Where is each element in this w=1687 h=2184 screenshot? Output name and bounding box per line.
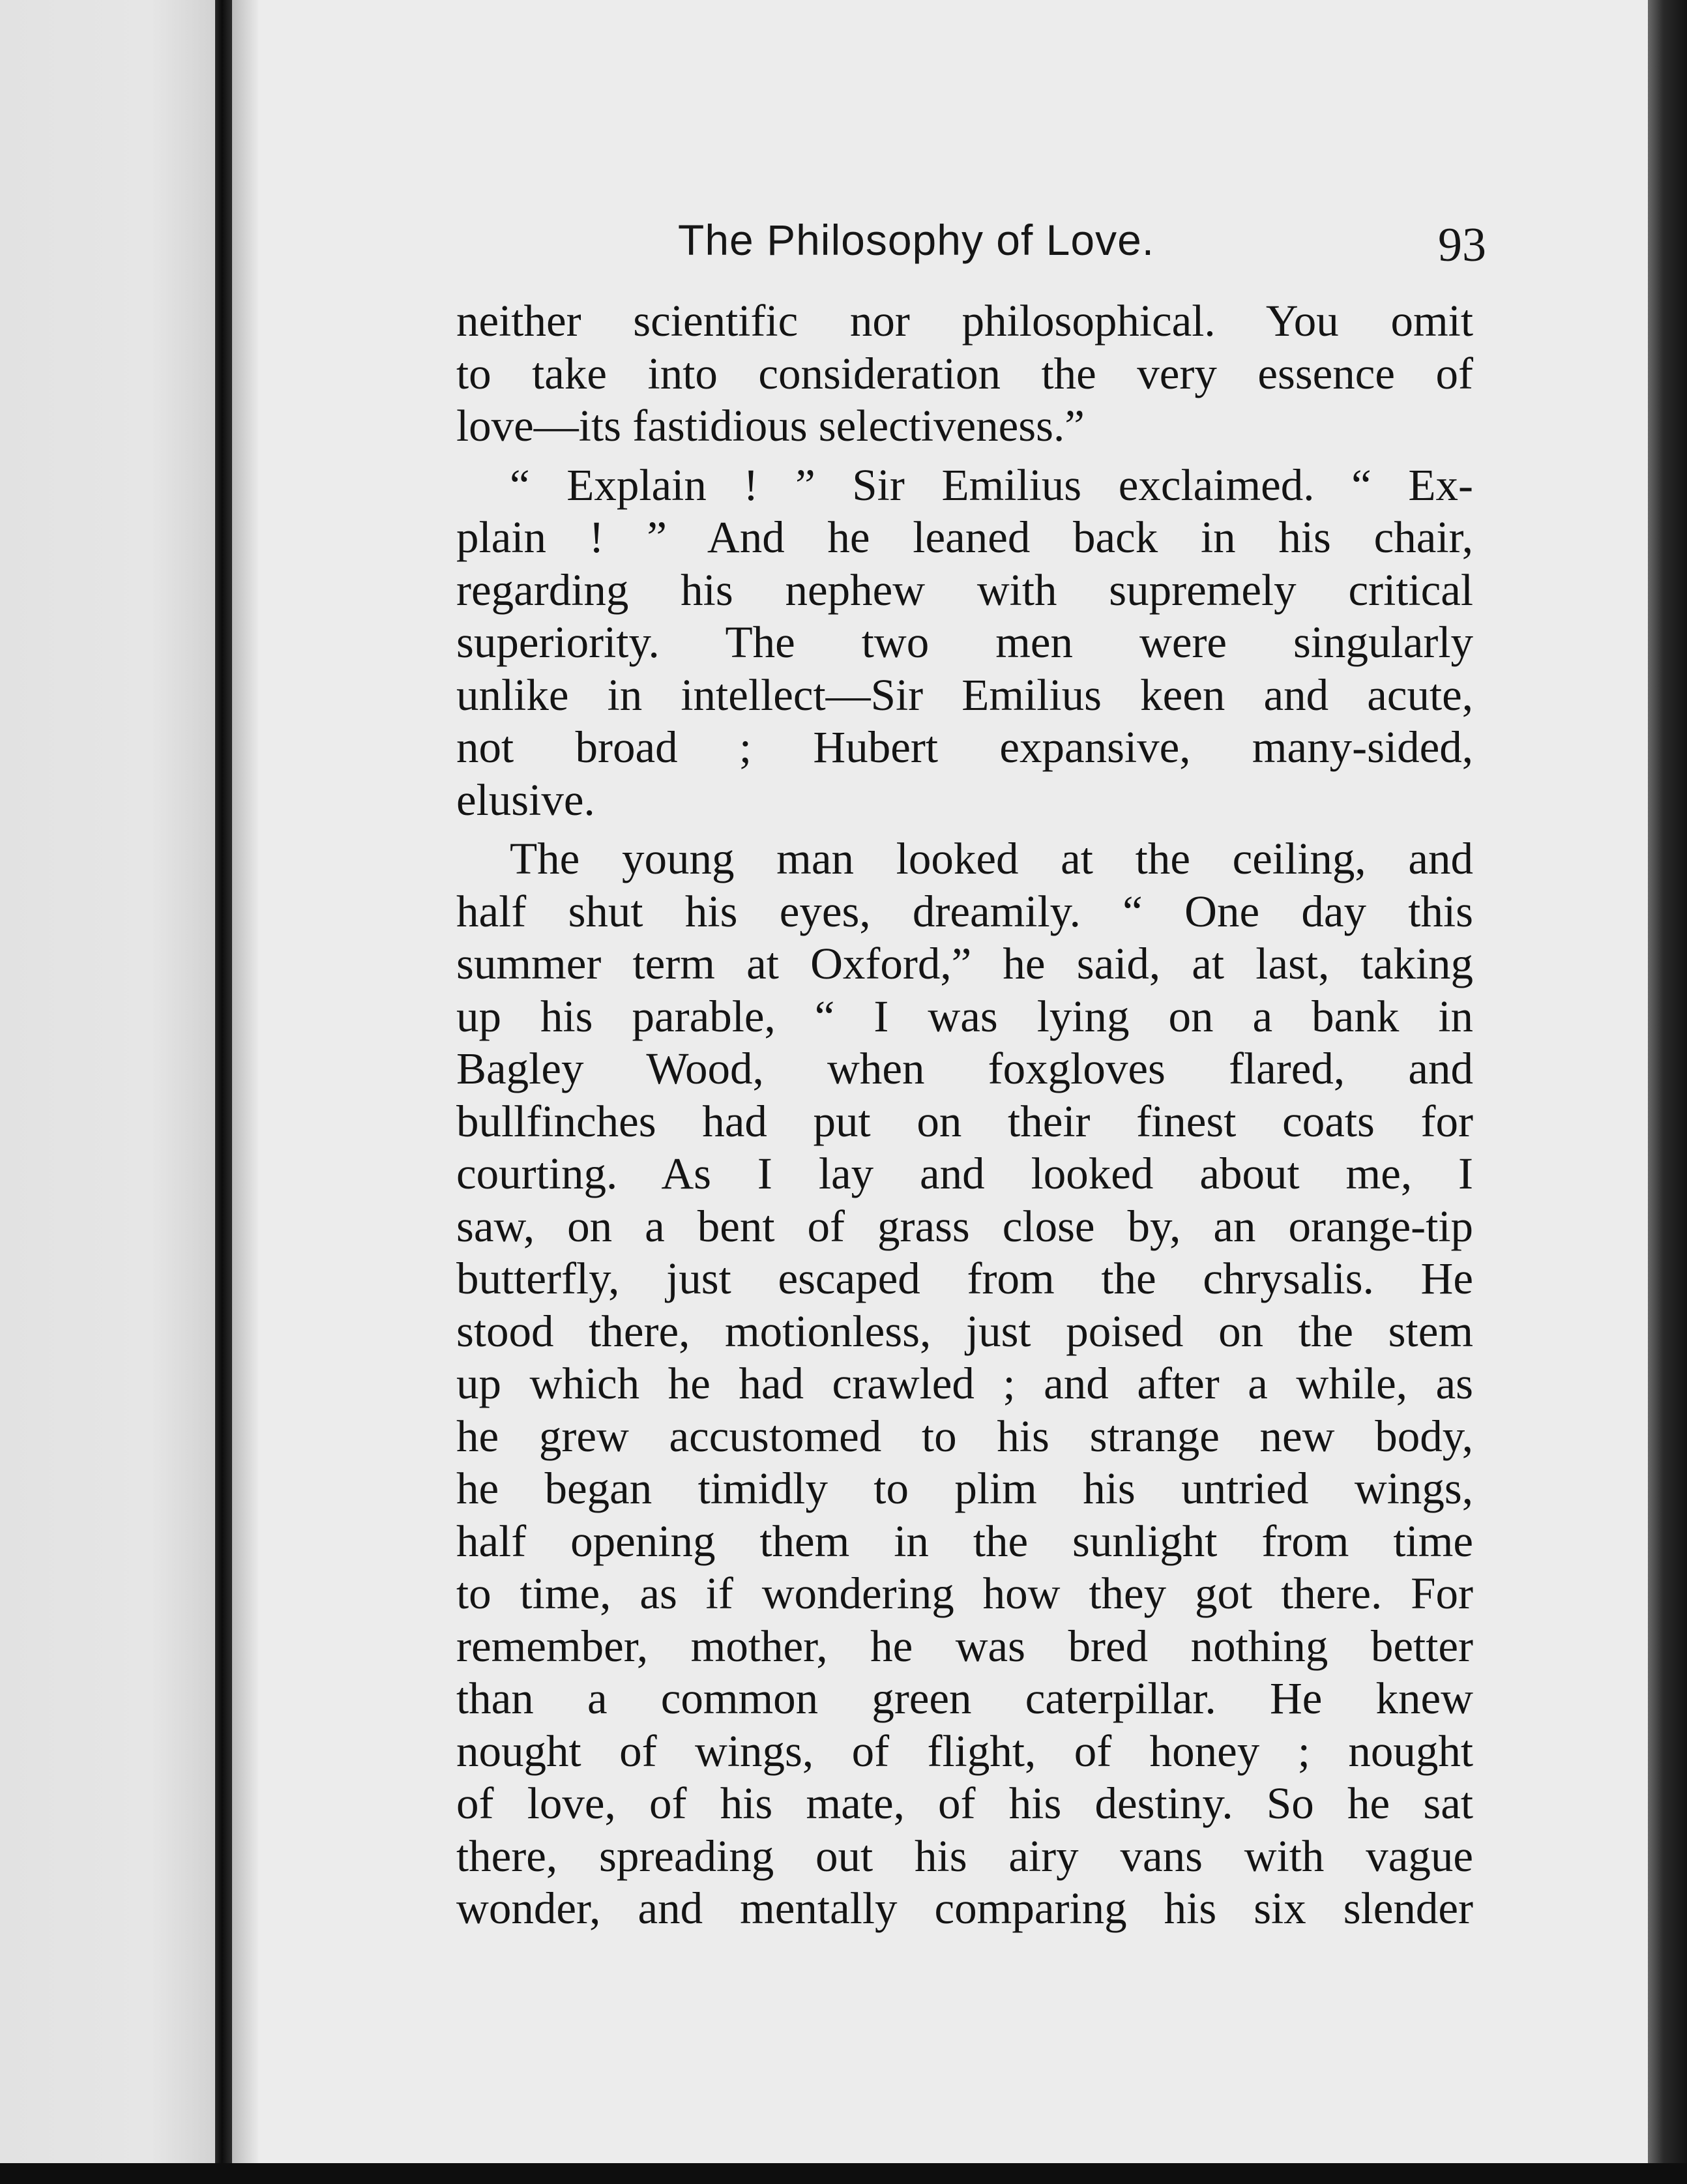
text-line: bullfinches had put on their finest coats for bbox=[456, 1096, 1473, 1146]
text-line: unlike in intellect—Sir Emilius keen and acute, bbox=[456, 670, 1473, 720]
text-line: butterfly, just escaped from the chrysalis. He bbox=[456, 1254, 1473, 1303]
text-line: not broad ; Hubert expansive, many-sided, bbox=[456, 722, 1473, 772]
gutter-shadow bbox=[232, 0, 258, 2184]
text-line: half shut his eyes, dreamily. “ One day this bbox=[456, 886, 1473, 936]
text-line: than a common green caterpillar. He knew bbox=[456, 1674, 1473, 1723]
text-line: elusive. bbox=[456, 775, 595, 825]
page-bottom-edge bbox=[0, 2163, 1687, 2184]
text-line: neither scientific nor philosophical. You omit bbox=[456, 296, 1473, 346]
text-line: plain ! ” And he leaned back in his chair, bbox=[456, 512, 1473, 562]
book-gutter bbox=[215, 0, 232, 2184]
text-line: “ Explain ! ” Sir Emilius exclaimed. “ Ex- bbox=[510, 460, 1473, 510]
text-line: stood there, motionless, just poised on the stem bbox=[456, 1306, 1473, 1356]
page-number: 93 bbox=[1438, 218, 1486, 272]
facing-page-edge bbox=[0, 0, 215, 2184]
running-head: The Philosophy of Love. bbox=[678, 216, 1155, 264]
page-header bbox=[678, 215, 1486, 280]
text-line: Bagley Wood, when foxgloves flared, and bbox=[456, 1044, 1473, 1093]
page-right-edge bbox=[1648, 0, 1687, 2184]
text-line: superiority. The two men were singularly bbox=[456, 617, 1473, 667]
text-line: The young man looked at the ceiling, and bbox=[510, 834, 1473, 883]
text-line: to time, as if wondering how they got there. For bbox=[456, 1569, 1473, 1618]
text-line: saw, on a bent of grass close by, an orange-tip bbox=[456, 1201, 1473, 1251]
text-line: there, spreading out his airy vans with vague bbox=[456, 1831, 1473, 1881]
text-line: love—its fastidious selectiveness.” bbox=[456, 401, 1085, 450]
text-line: of love, of his mate, of his destiny. So he sat bbox=[456, 1778, 1473, 1828]
text-line: nought of wings, of flight, of honey ; nought bbox=[456, 1726, 1473, 1776]
text-line: to take into consideration the very essence of bbox=[456, 348, 1473, 398]
text-line: courting. As I lay and looked about me, I bbox=[456, 1149, 1473, 1198]
text-line: up his parable, “ I was lying on a bank in bbox=[456, 991, 1473, 1041]
text-line: remember, mother, he was bred nothing better bbox=[456, 1621, 1473, 1671]
text-line: up which he had crawled ; and after a while, as bbox=[456, 1359, 1473, 1408]
text-line: regarding his nephew with supremely critical bbox=[456, 565, 1473, 615]
text-line: he began timidly to plim his untried wings, bbox=[456, 1464, 1473, 1513]
text-line: he grew accustomed to his strange new body, bbox=[456, 1411, 1473, 1461]
text-line: wonder, and mentally comparing his six slender bbox=[456, 1883, 1473, 1933]
text-line: half opening them in the sunlight from time bbox=[456, 1516, 1473, 1566]
text-line: summer term at Oxford,” he said, at last, taking bbox=[456, 939, 1473, 988]
body-text bbox=[456, 295, 1473, 1935]
